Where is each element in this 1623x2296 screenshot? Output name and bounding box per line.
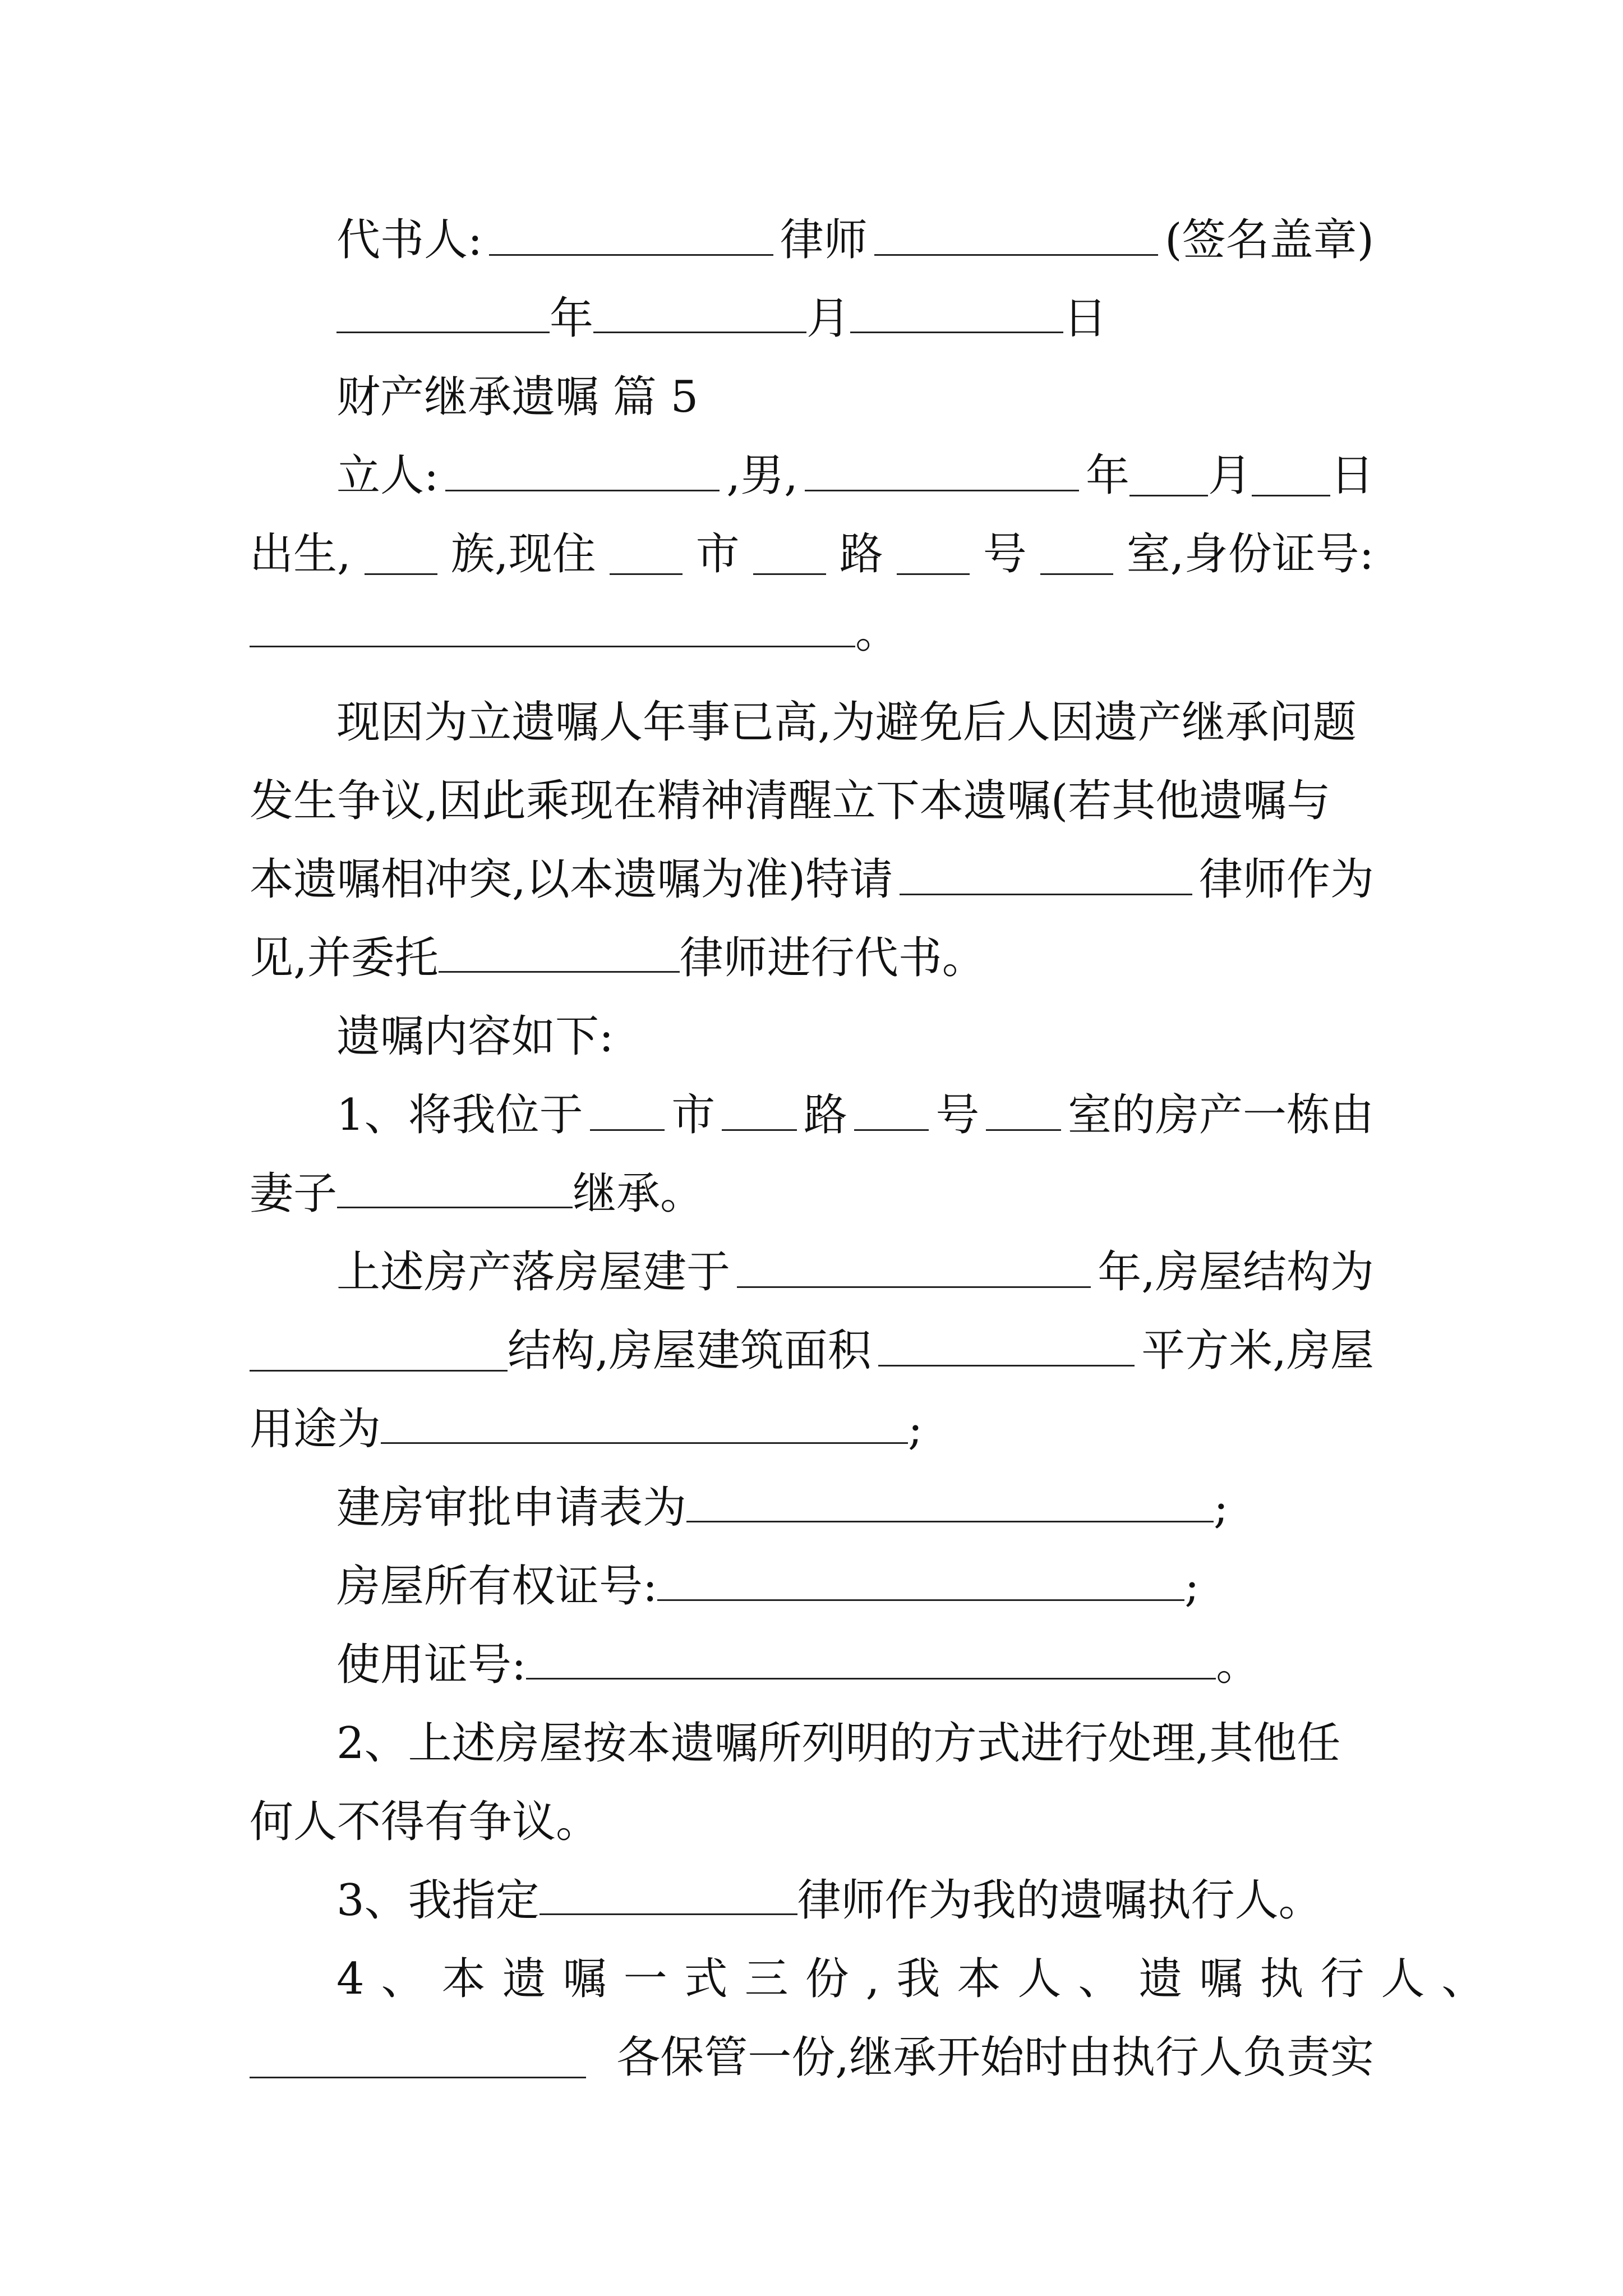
birth-day-blank xyxy=(1252,455,1330,496)
item1-number-blank xyxy=(854,1100,929,1131)
item1-city-label: 市 xyxy=(671,1090,716,1140)
para1-text3b: 律师作为 xyxy=(1198,854,1374,905)
house-use-end: ; xyxy=(908,1404,923,1455)
approval-line xyxy=(336,1474,1374,1542)
id-blank xyxy=(250,606,855,647)
road-blank xyxy=(753,534,826,575)
house-line2 xyxy=(250,1317,1374,1384)
date-day: 日 xyxy=(1063,293,1108,344)
date-month: 月 xyxy=(806,293,851,344)
wife-blank xyxy=(337,1167,573,1208)
item3-line xyxy=(336,1867,1374,1934)
signer-line xyxy=(336,206,1374,274)
birth-day-label: 日 xyxy=(1330,450,1375,501)
ethnicity-text: 族,现住 xyxy=(450,529,596,579)
room-blank xyxy=(1040,534,1113,575)
item1-number-label: 号 xyxy=(935,1090,980,1140)
item3-text-b: 律师作为我的遗嘱执行人。 xyxy=(797,1875,1322,1926)
address-line xyxy=(250,521,1374,588)
item4-text2: 各保管一份,继承开始时由执行人负责实 xyxy=(616,2032,1374,2083)
year-blank xyxy=(336,292,550,333)
para1-line4 xyxy=(250,924,1374,992)
use-cert-end: 。 xyxy=(1216,1640,1260,1690)
id-line xyxy=(250,599,1374,666)
item1-road-blank xyxy=(722,1100,797,1131)
birth-month-blank xyxy=(1129,455,1208,496)
ownership-end: ; xyxy=(1184,1561,1200,1612)
testator-label: 立人: xyxy=(336,450,439,501)
item2-text1: 2、上述房屋按本遗嘱所列明的方式进行处理,其他任 xyxy=(336,1718,1341,1769)
item2-text2: 何人不得有争议。 xyxy=(250,1797,600,1847)
item2-line2 xyxy=(250,1788,1374,1856)
date-year: 年 xyxy=(550,293,594,344)
signer-sign-label: (签名盖章) xyxy=(1165,215,1375,265)
city-label: 市 xyxy=(695,529,740,579)
road-label: 路 xyxy=(839,529,883,579)
date-line xyxy=(336,285,1374,352)
ownership-line xyxy=(336,1553,1374,1620)
para1-text4a: 见,并委托 xyxy=(250,933,439,983)
number-label: 号 xyxy=(983,529,1027,579)
house-use-label: 用途为 xyxy=(250,1404,381,1455)
area-blank xyxy=(878,1336,1135,1366)
item1-wife-label: 妻子 xyxy=(250,1168,338,1219)
gender-text: ,男, xyxy=(726,450,798,501)
drafting-lawyer-blank xyxy=(439,932,680,973)
item1-inherit-text: 继承。 xyxy=(573,1168,704,1219)
item1-text-a: 1、将我位于 xyxy=(336,1090,583,1140)
signer-label: 代书人: xyxy=(336,215,483,265)
section-heading: 财产继承遗嘱 篇 5 xyxy=(336,372,699,422)
item1-text-e: 室的房产一栋由 xyxy=(1068,1090,1375,1140)
signer-blank xyxy=(489,225,773,256)
approval-end: ; xyxy=(1214,1483,1229,1533)
birth-year-label: 年 xyxy=(1085,450,1129,501)
approval-label: 建房审批申请表为 xyxy=(336,1483,687,1533)
house-line1 xyxy=(336,1239,1374,1306)
item4-line1 xyxy=(336,1945,1502,2013)
use-cert-label: 使用证号: xyxy=(336,1640,527,1690)
para1-text1: 现因为立遗嘱人年事已高,为避免后人因遗产继承问题 xyxy=(336,697,1357,748)
item4-text1: 4、本遗嘱一式三份,我本人、遗嘱执行人、 xyxy=(336,1954,1502,2004)
testator-line xyxy=(336,442,1374,509)
month-blank xyxy=(593,292,806,333)
approval-blank xyxy=(686,1481,1214,1522)
executor-blank xyxy=(540,1874,797,1915)
item3-text-a: 3、我指定 xyxy=(336,1875,540,1926)
witness-lawyer-blank xyxy=(900,864,1192,895)
item1-line1 xyxy=(336,1082,1374,1149)
birth-month-label: 月 xyxy=(1207,450,1252,501)
structure-blank xyxy=(250,1331,508,1372)
house-structure-label: 年,房屋结构为 xyxy=(1098,1247,1374,1297)
lawyer-blank xyxy=(874,225,1158,256)
name-blank xyxy=(445,461,720,491)
ownership-label: 房屋所有权证号: xyxy=(336,1561,658,1612)
para1-line1 xyxy=(336,689,1374,756)
ethnicity-blank xyxy=(365,534,437,575)
city-blank xyxy=(610,534,683,575)
item4-line2 xyxy=(250,2024,1374,2091)
birth-text: 出生, xyxy=(250,529,351,579)
use-cert-blank xyxy=(526,1639,1216,1680)
use-cert-line xyxy=(336,1631,1374,1699)
built-year-blank xyxy=(737,1257,1091,1288)
signer-lawyer-label: 律师 xyxy=(780,215,868,265)
house-area-unit: 平方米,房屋 xyxy=(1141,1326,1374,1376)
day-blank xyxy=(850,292,1063,333)
para1-text4b: 律师进行代书。 xyxy=(679,933,986,983)
item1-city-blank xyxy=(590,1100,665,1131)
custodian-blank xyxy=(250,2037,586,2078)
item1-room-blank xyxy=(986,1100,1061,1131)
ownership-blank xyxy=(657,1560,1184,1601)
item2-line1 xyxy=(336,1710,1374,1777)
house-line3 xyxy=(250,1396,1374,1463)
birth-year-blank xyxy=(805,461,1079,491)
para1-line3 xyxy=(250,846,1374,913)
para1-text3a: 本遗嘱相冲突,以本遗嘱为准)特请 xyxy=(250,854,893,905)
item1-line2 xyxy=(250,1160,1374,1227)
para1-text2: 发生争议,因此乘现在精神清醒立下本遗嘱(若其他遗嘱与 xyxy=(250,776,1331,826)
number-blank xyxy=(897,534,970,575)
para1-line2 xyxy=(250,767,1374,835)
id-end: 。 xyxy=(855,608,900,658)
house-built-label: 上述房产落房屋建于 xyxy=(336,1247,731,1297)
item1-road-label: 路 xyxy=(803,1090,847,1140)
use-blank xyxy=(381,1403,908,1444)
house-area-label: 结构,房屋建筑面积 xyxy=(508,1326,872,1376)
content-heading: 遗嘱内容如下: xyxy=(336,1011,614,1062)
id-label: 室,身份证号: xyxy=(1126,529,1374,579)
